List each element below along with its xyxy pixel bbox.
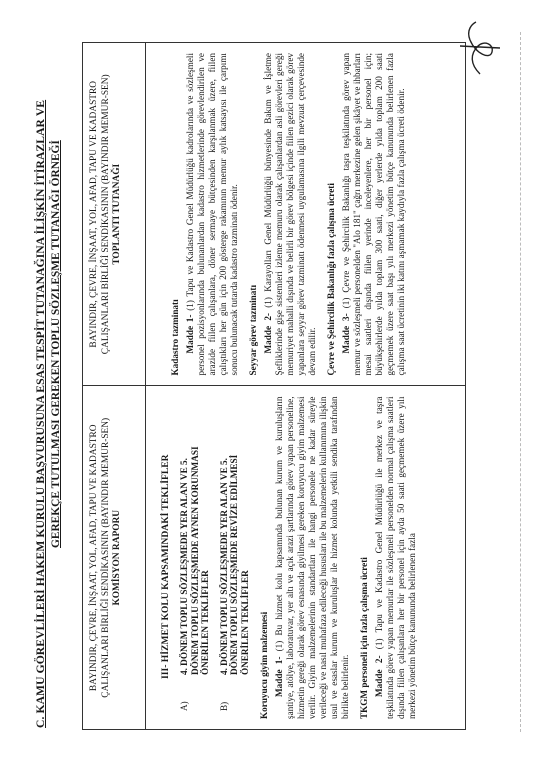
left-article2-lead: Madde 2- (373, 655, 384, 697)
left-article2-text: (1) Tapu ve Kadastro Genel Müdürlüğü ile merkez ve taşra teşkilatında görev yapan memurlar ile sözleşmeli personelden normal çalışma saatleri dışında fiilen çalışanlara her bir personel için ayda 50 saati geçmemek üzere yılı merkezi yönetim bütçe kanununda belirlenen fazla (373, 396, 417, 719)
left-article1-title: Koruyucu giyim malzemesi (258, 611, 269, 719)
item-b-text: 4. DÖNEM TOPLU SÖZLEŞMEDE YER ALAN VE 5. DÖNEM TOPLU SÖZLEŞMEDE REVİZE EDİLMESİ ÖNERİLEN TEKLİFLER (218, 454, 250, 675)
left-article1-body (274, 397, 351, 720)
right-article2-text: (1) Karayolları Genel Müdürlüğü bünyesinde Bakım ve İşletme Şefliklerinde gişe sistemleri izleme memuru olarak çalışanlardan asli görevleri gereği memuriyet mahalli dışında ve belirli bir görev bölgesi içinde fiilen gezici olarak görev yapanlara seyyar görev tazminatı ödenmesi uygulamasına ilgili mevzuat çerçevesinde devam edilir. (263, 53, 317, 376)
right-column-body (146, 43, 466, 387)
right-article1-lead: Madde 1- (185, 314, 195, 354)
left-header-line1: BAYINDIR, ÇEVRE, İNŞAAT, YOL, AFAD, TAPU VE KADASTRO (89, 424, 99, 692)
right-article2-lead: Madde 2- (263, 313, 273, 354)
left-header-line2: ÇALIŞANLARI BİRLİĞİ SENDİKASININ (BAYINDIR MEMUR-SEN) (100, 417, 111, 698)
proposal-item-b (219, 397, 251, 720)
left-article2-body (374, 397, 418, 720)
proposal-item-a (179, 397, 211, 720)
document-title: C. KAMU GÖREVLİLERİ HAKEM KURULU BAŞVURUSUNA ESAS TESPİT TUTANAĞINA İLİŞKİN İTİRAZLAR VE (34, 99, 47, 728)
document-subtitle: GEREKÇE TUTULMASI GEREKEN TOPLU SÖZLEŞME TUTANAĞI ÖRNEĞİ (50, 140, 62, 548)
right-article1-title: Kadastro tazminatı (170, 299, 180, 376)
left-article1-text: (1) Bu hizmet kolu kapsamında bulunan kurum ve kuruluşların şantiye, atölye, laboratuvar, yer altı ve açık arazi şartlarında görev yapan personeline, hizmetin gereği olarak görev esnasında giyilmesi gereken koruyucu giyim malzemesi verilir. Giyim malzemelerinin standartları ile hangi personele ne kadar süreyle verileceği ve nasıl muhafaza edileceği hususları ile bu malzemelerin kullanımına ilişkin usul ve esaslar kurum ve kuruluşlar ile hizmet kolunda yetkili sendika tarafından birlikte belirlenir. (273, 396, 350, 719)
comparison-table (82, 42, 466, 730)
left-article2-title: TKGM personeli için fazla çalışma ücreti (358, 557, 369, 719)
section-title: III- HİZMET KOLU KAPSAMINDAKİ TEKLİFLER (160, 454, 171, 679)
left-article1-lead: Madde 1- (273, 656, 284, 697)
right-column-header (83, 43, 146, 387)
right-article2-title: Seyyar görev tazminatı (248, 285, 258, 376)
right-header-line1: BAYINDIR, ÇEVRE, İNŞAAT, YOL, AFAD, TAPU VE KADASTRO (89, 80, 99, 348)
right-article3-lead: Madde 3- (341, 313, 351, 354)
left-column-header (83, 386, 146, 730)
bottom-divider (520, 32, 522, 732)
item-a-text: 4. DÖNEM TOPLU SÖZLEŞMEDE YER ALAN VE 5. DÖNEM TOPLU SÖZLEŞMEDE AYNEN KORUNMASI ÖNERİLEN TEKLİFLER (179, 446, 211, 675)
right-article1-text: (1) Tapu ve Kadastro Genel Müdürlüğü kadrolarında ve sözleşmeli personel pozisyonlarında bulunanlardan kadastro hizmetlerinde görevlendirilen ve arazide fiilen çalışanlara, döner sermaye bütçesinden karşılanmak üzere, fiilen çalıştıkları her gün için 200 gösterge rakamının memur aylık katsayısı ile çarpımı sonucu bulunacak tutarda kadastro tazminatı ödenir. (185, 53, 239, 376)
right-article2-body (263, 53, 318, 376)
right-article3-body (341, 53, 407, 376)
right-header-line2: ÇALIŞANLARI BİRLİĞİ SENDİKASININ (BAYINDIR MEMUR-SEN) (100, 74, 111, 355)
left-column-body (146, 386, 466, 730)
item-a-marker: A) (179, 701, 189, 711)
handwritten-signature (440, 14, 510, 84)
right-article1-body (185, 53, 240, 376)
left-header-title: KOMİSYON RAPORU (112, 509, 122, 606)
right-header-title: TOPLANTI TUTANAĞI (112, 163, 122, 265)
right-article3-title: Çevre ve Şehircilik Bakanlığı fazla çalışma ücreti (326, 183, 336, 376)
item-b-marker: B) (218, 701, 229, 711)
right-article3-text: (1) Çevre ve Şehircilik Bakanlığı taşra teşkilatında görev yapan memur ve sözleşmeli personelden "Alo 181" çağrı merkezine gelen şikâyet ve ihbarları mesai saatleri dışında fiilen yerinde inceleyenlere, her bir personel için; büyükşehirlerde yılda toplam 300 saati, diğer yerlerde yılda toplam 200 saati geçmemek üzere saat başı yılı merkezi yönetim bütçe kanununda belirlenen fazla çalışma saat ücretinin iki katını aşmamak kaydıyla fazla çalışma ücreti ödenir. (341, 53, 406, 376)
